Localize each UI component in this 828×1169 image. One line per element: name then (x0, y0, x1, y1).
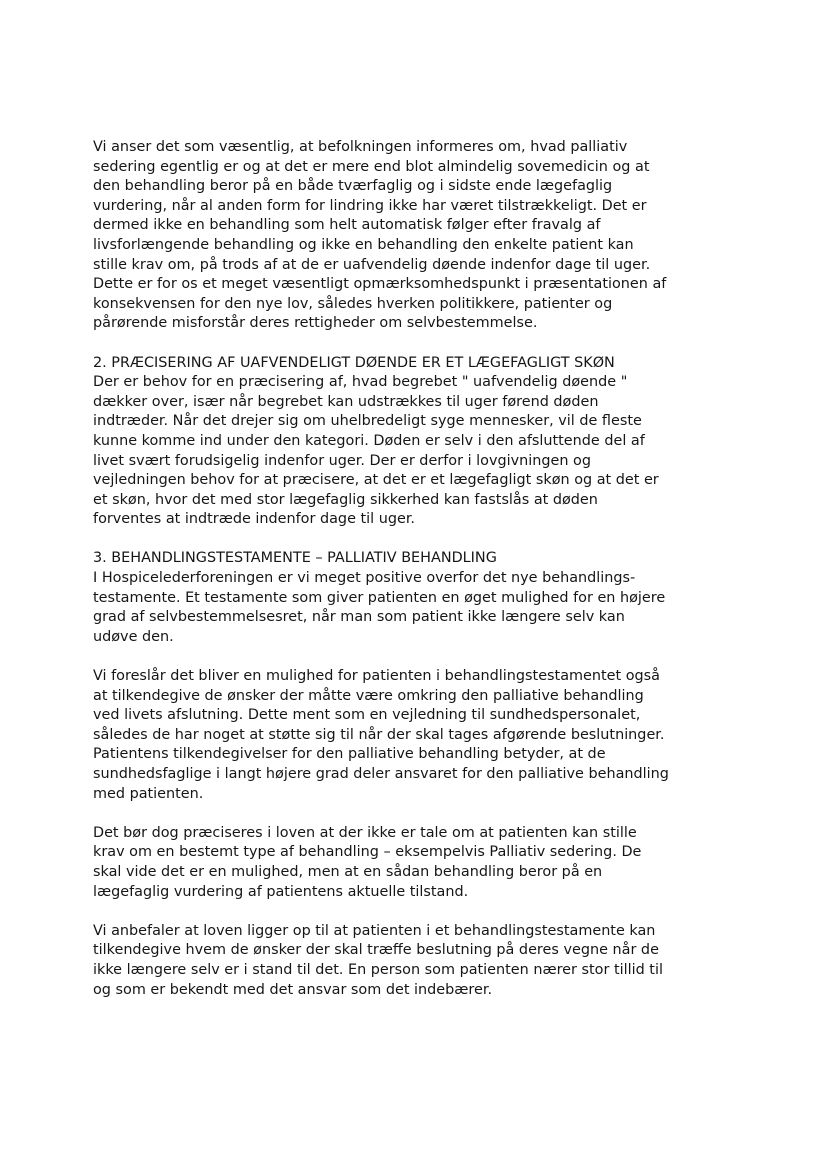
text-line: dermed ikke en behandling som helt automatisk følger efter fravalg af (93, 217, 601, 234)
text-line: Vi anser det som væsentlig, at befolkningen informeres om, hvad palliativ (93, 139, 628, 155)
text-line: testamente. Et testamente som giver patienten en øget mulighed for en højere (93, 589, 666, 606)
section-heading: 3. BEHANDLINGSTESTAMENTE – PALLIATIV BEHANDLING (93, 550, 497, 567)
text-line: krav om en bestemt type af behandling – eksempelvis Palliativ sedering. De (93, 844, 642, 861)
text-line: skal vide det er en mulighed, men at en sådan behandling beror på en (93, 863, 603, 880)
text-line: vurdering, når al anden form for lindring ikke har været tilstrækkeligt. Det er (93, 197, 647, 214)
text-line: Dette er for os et meget væsentligt opmærksomhedspunkt i præsentationen af (93, 276, 667, 293)
text-line: ved livets afslutning. Dette ment som en vejledning til sundhedspersonalet, (93, 707, 641, 724)
text-line: Patientens tilkendegivelser for den palliative behandling betyder, at de (93, 746, 606, 763)
text-line: lægefaglig vurdering af patientens aktuelle tilstand. (93, 883, 469, 900)
text-line: Der er behov for en præcisering af, hvad begrebet " uafvendelig døende " (93, 374, 628, 391)
text-line: med patienten. (93, 785, 204, 802)
text-line: et skøn, hvor det med stor lægefaglig sikkerhed kan fastslås at døden (93, 491, 598, 508)
text-line: pårørende misforstår deres rettigheder om selvbestemmelse. (93, 315, 538, 332)
text-line: indtræder. Når det drejer sig om uhelbredeligt syge mennesker, vil de fleste (93, 413, 642, 430)
document-body (93, 138, 753, 1000)
paragraph-intro (93, 138, 753, 334)
paragraph-proposal (93, 667, 753, 804)
text-line: Det bør dog præciseres i loven at der ikke er tale om at patienten kan stille (93, 824, 637, 841)
paragraph-clarification (93, 824, 753, 902)
text-line: Vi anbefaler at loven ligger op til at patienten i et behandlingstestamente kan (93, 922, 656, 939)
text-line: sundhedsfaglige i langt højere grad deler ansvaret for den palliative behandling (93, 766, 669, 782)
text-line: livet svært forudsigelig indenfor uger. Der er derfor i lovgivningen og (93, 452, 591, 469)
text-line: ikke længere selv er i stand til det. En person som patienten nærer stor tillid til (93, 961, 663, 978)
text-line: sedering egentlig er og at det er mere end blot almindelig sovemedicin og at (93, 158, 650, 175)
text-line: forventes at indtræde indenfor dage til uger. (93, 511, 415, 528)
text-line: udøve den. (93, 628, 174, 645)
text-line: stille krav om, på trods af at de er uafvendelig døende indenfor dage til uger. (93, 256, 651, 273)
text-line: den behandling beror på en både tværfaglig og i sidste ende lægefaglig (93, 178, 613, 195)
text-line: dækker over, især når begrebet kan udstrækkes til uger førend døden (93, 393, 599, 410)
text-line: Vi foreslår det bliver en mulighed for patienten i behandlingstestamentet også (93, 668, 660, 685)
text-line: at tilkendegive de ønsker der måtte være omkring den palliative behandling (93, 687, 644, 704)
section-2 (93, 354, 753, 530)
paragraph-recommendation (93, 922, 753, 1000)
text-line: livsforlængende behandling og ikke en behandling den enkelte patient kan (93, 236, 634, 253)
text-line: konsekvensen for den nye lov, således hverken politikkere, patienter og (93, 295, 613, 312)
section-heading: 2. PRÆCISERING AF UAFVENDELIGT DØENDE ER ET LÆGEFAGLIGT SKØN (93, 354, 615, 371)
text-line: således de har noget at støtte sig til når der skal tages afgørende beslutninger. (93, 726, 665, 743)
text-line: I Hospicelederforeningen er vi meget positive overfor det nye behandlings- (93, 570, 636, 587)
text-line: grad af selvbestemmelsesret, når man som patient ikke længere selv kan (93, 609, 625, 626)
text-line: og som er bekendt med det ansvar som det indebærer. (93, 981, 493, 998)
section-3 (93, 549, 753, 647)
text-line: vejledningen behov for at præcisere, at det er et lægefagligt skøn og at det er (93, 472, 659, 489)
text-line: tilkendegive hvem de ønsker der skal træffe beslutning på deres vegne når de (93, 942, 659, 959)
text-line: kunne komme ind under den kategori. Døden er selv i den afsluttende del af (93, 432, 645, 449)
